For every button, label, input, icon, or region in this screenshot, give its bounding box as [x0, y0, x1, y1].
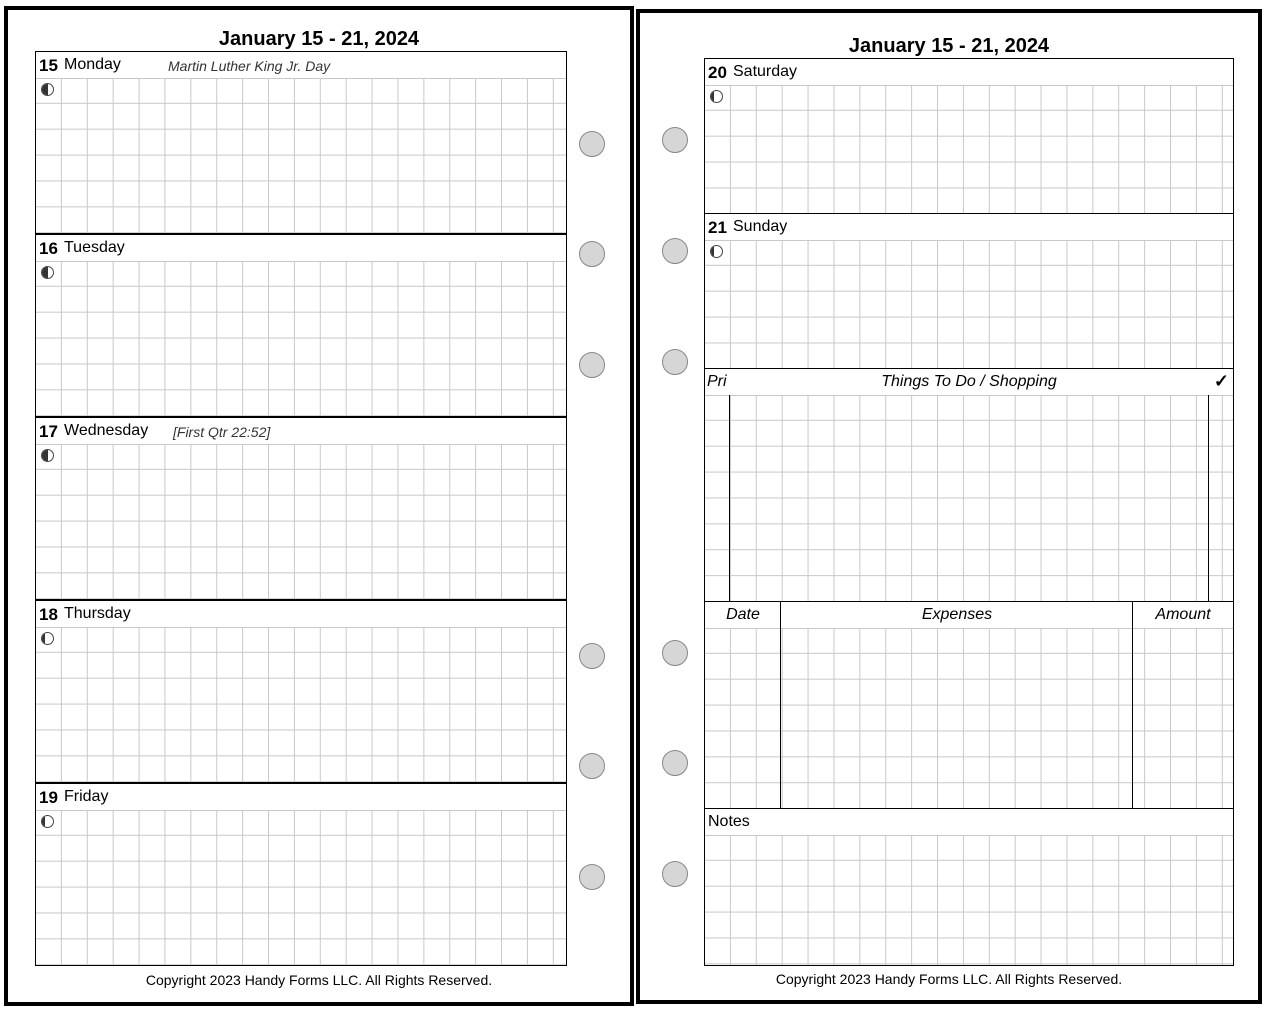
waxing-gibbous-icon: [710, 245, 723, 258]
waxing-gibbous-icon: [41, 815, 54, 828]
binder-hole-icon: [579, 864, 605, 890]
day-header: [36, 418, 566, 445]
binder-hole-icon: [662, 349, 688, 375]
waxing-gibbous-icon: [41, 632, 54, 645]
copyright-text: Copyright 2023 Handy Forms LLC. All Rights Reserved.: [775, 971, 1123, 987]
day-number: 15: [39, 56, 58, 75]
todo-title: Things To Do / Shopping: [881, 373, 1057, 390]
todo-box[interactable]: [704, 368, 1234, 602]
binder-hole-icon: [662, 861, 688, 887]
page-title: January 15 - 21, 2024: [218, 28, 420, 50]
expenses-header: [705, 602, 1233, 629]
day-box-tuesday[interactable]: [35, 234, 567, 417]
day-name: Tuesday: [64, 239, 125, 256]
day-name: Wednesday: [64, 422, 149, 439]
day-box-sunday[interactable]: [704, 213, 1234, 369]
day-header: [705, 59, 1233, 86]
first-quarter-moon-icon: [41, 449, 54, 462]
day-box-thursday[interactable]: [35, 600, 567, 783]
waxing-crescent-icon: [41, 266, 54, 279]
check-divider: [1208, 395, 1209, 601]
priority-label: Pri: [707, 373, 727, 390]
day-name: Sunday: [733, 218, 788, 235]
day-box-saturday[interactable]: [704, 58, 1234, 214]
notes-header: [705, 809, 1233, 836]
binder-hole-icon: [662, 750, 688, 776]
day-number: 18: [39, 605, 58, 624]
day-number: 21: [708, 218, 727, 237]
day-header: [36, 784, 566, 811]
copyright-text: Copyright 2023 Handy Forms LLC. All Rights Reserved.: [145, 972, 493, 988]
binder-hole-icon: [662, 127, 688, 153]
day-header: [36, 52, 566, 79]
priority-divider: [729, 395, 730, 601]
checkmark-icon: ✓: [1213, 371, 1229, 391]
left-planner-page: [4, 6, 634, 1006]
waxing-gibbous-icon: [710, 90, 723, 103]
todo-header: [705, 369, 1233, 396]
day-number: 19: [39, 788, 58, 807]
notes-box[interactable]: [704, 808, 1234, 966]
day-name: Monday: [64, 56, 121, 73]
day-number: 17: [39, 422, 58, 441]
binder-hole-icon: [579, 241, 605, 267]
holiday-note: Martin Luther King Jr. Day: [168, 58, 331, 74]
day-number: 20: [708, 63, 727, 82]
expenses-title: Expenses: [921, 606, 993, 623]
day-name: Saturday: [733, 63, 798, 80]
expenses-box[interactable]: [704, 601, 1234, 809]
binder-hole-icon: [579, 352, 605, 378]
day-box-wednesday[interactable]: [35, 417, 567, 600]
day-box-monday[interactable]: [35, 51, 567, 234]
amount-divider: [1132, 602, 1133, 808]
waxing-crescent-icon: [41, 83, 54, 96]
notes-label: Notes: [708, 813, 750, 830]
date-divider: [780, 602, 781, 808]
day-name: Thursday: [64, 605, 131, 622]
day-header: [36, 235, 566, 262]
day-header: [36, 601, 566, 628]
binder-hole-icon: [579, 643, 605, 669]
binder-hole-icon: [579, 131, 605, 157]
right-planner-page: [636, 9, 1262, 1004]
amount-column-label: Amount: [1155, 606, 1211, 623]
day-header: [705, 214, 1233, 241]
day-name: Friday: [64, 788, 109, 805]
page-title: January 15 - 21, 2024: [848, 35, 1050, 57]
date-column-label: Date: [726, 606, 760, 623]
moon-phase-note: [First Qtr 22:52]: [173, 424, 271, 440]
binder-hole-icon: [579, 753, 605, 779]
day-number: 16: [39, 239, 58, 258]
binder-hole-icon: [662, 238, 688, 264]
day-box-friday[interactable]: [35, 783, 567, 966]
binder-hole-icon: [662, 640, 688, 666]
